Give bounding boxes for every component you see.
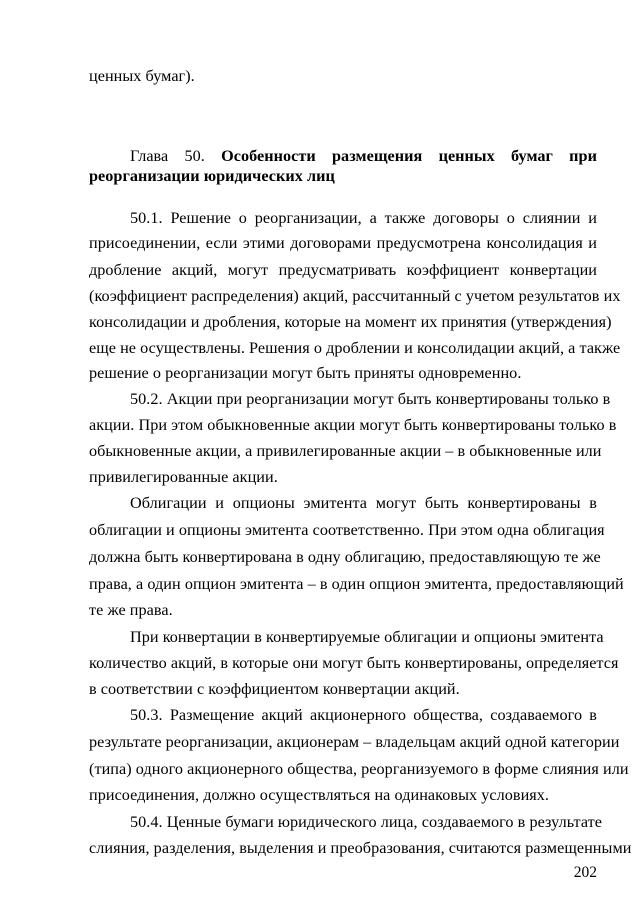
text-line: количество акций, в которые они могут быть конвертированы, определяется [89, 654, 619, 672]
text-line: те же права. [89, 601, 173, 619]
text-line: в соответствии с коэффициентом конвертации акций. [89, 680, 460, 698]
text-line: (типа) одного акционерного общества, реорганизуемого в форме слияния или [89, 760, 629, 778]
text-line: еще не осуществлены. Решения о дроблении и консолидации акций, а также [89, 339, 621, 357]
text-line: присоединения, должно осуществляться на одинаковых условиях. [89, 786, 550, 804]
text-line: решение о реорганизации могут быть приняты одновременно. [89, 364, 522, 382]
text-line: Облигации и опционы эмитента могут быть конвертированы в [130, 494, 597, 512]
text-line: облигации и опционы эмитента соответственно. При этом одна облигация [89, 521, 605, 539]
chapter-title: Особенности размещения ценных бумаг при [221, 147, 597, 165]
text-line: 50.1. Решение о реорганизации, а также договоры о слиянии и [130, 209, 597, 227]
chapter-heading-text [130, 147, 597, 165]
chapter-label: Глава 50. [130, 147, 222, 165]
page-number: 202 [573, 864, 597, 881]
text-line: права, а один опцион эмитента – в один опцион эмитента, предоставляющий [89, 575, 624, 593]
text-line: должна быть конвертирована в одну облигацию, предоставляющую те же [89, 548, 601, 566]
text-line: обыкновенные акции, а привилегированные акции – в обыкновенные или [89, 442, 602, 460]
text-line: присоединении, если этими договорами предусмотрена консолидация и [89, 234, 597, 252]
continuation-text: ценных бумаг). [89, 67, 195, 85]
text-line: При конвертации в конвертируемые облигации и опционы эмитента [130, 628, 604, 646]
text-line: консолидации и дробления, которые на момент их принятия (утверждения) [89, 313, 612, 331]
text-line: привилегированные акции. [89, 468, 278, 486]
text-line: 50.2. Акции при реорганизации могут быть конвертированы только в [130, 390, 611, 408]
text-line: результате реорганизации, акционерам – владельцам акций одной категории [89, 733, 620, 751]
text-line: (коэффициент распределения) акций, рассчитанный с учетом результатов их [89, 287, 621, 305]
text-line: слияния, разделения, выделения и преобразования, считаются размещенными [89, 839, 632, 857]
chapter-heading-line-2: реорганизации юридических лиц [89, 167, 335, 185]
text-line: 50.4. Ценные бумаги юридического лица, создаваемого в результате [130, 813, 603, 831]
text-line: дробление акций, могут предусматривать коэффициент конвертации [89, 261, 597, 279]
text-line: акции. При этом обыкновенные акции могут быть конвертированы только в [89, 416, 617, 434]
text-line: 50.3. Размещение акций акционерного общества, создаваемого в [130, 706, 597, 724]
chapter-heading-line-1 [130, 146, 597, 166]
